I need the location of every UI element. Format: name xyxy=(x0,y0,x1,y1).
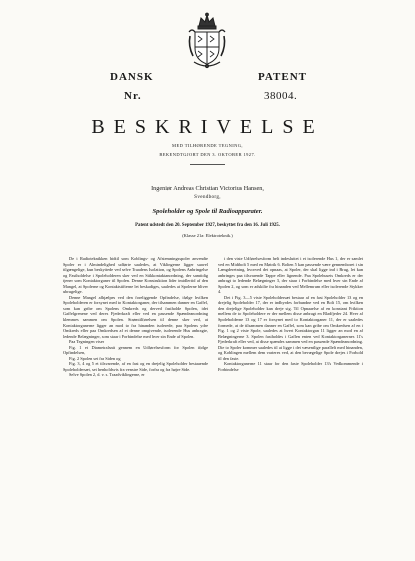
paragraph: Selve Spolen 2, d. v. s. Traadviklingerne, er xyxy=(69,372,145,378)
left-column xyxy=(63,256,208,378)
subtitle-published: BEKENDTGJORT DEN 3. OKTOBER 1927. xyxy=(159,152,256,157)
patent-subject: Spoleholder og Spole til Radioapparater. xyxy=(152,208,263,215)
paragraph: Kontaktorganerne 11 staar for den faste Spoleholder 13's Vedkommende i Forbindelse xyxy=(218,361,363,372)
inventor-name: Ingeniør Andreas Christian Victorius Hansen, xyxy=(151,185,264,192)
paragraph: Det i Fig. 3—5 viste Spoleholdersæt bestaar af en fast Spoleholder 13 og en drejelig Spoleholder 17, der er indbyrdes forbundne ved en Bolt 15, om hvilken den drejelige Spoleholder kan dreje sig. Til Opnaaelse af en konstant Friktion mellem de to Spoleholdere er der mellem disse anbragt en Bladfjeder 24. Hver af Spoleholderne 13 og 17 er forsynet med to Kontaktorganer 11, der er saaledes formede, at de tilsammen danner en Gaffel, som kan gribe om Omkredsen af en i Fig. 1 og 2 viste Spole, saaledes at hvert Kontaktorgan 11 ligger an mod en af Belægningerne 3. Spolen fastholdes i Gaflen enten ved Kontaktorganernes 11's Fjederkraft eller ved, at disse spændes sammen ved en passende Spændeanordning. Die to Spoler kommer saaledes til at ligge i det væsentlige parallelt med hinanden, og Koblingen mellem dem varieres ved, at den bevægelige Spole drejes i Forhold til den faste. xyxy=(218,294,363,361)
divider xyxy=(190,164,225,165)
header-nr: Nr. xyxy=(124,90,142,102)
paragraph: Fig. 2 Spolen set fra Siden og xyxy=(69,355,121,361)
patent-number: 38004. xyxy=(264,90,298,102)
patent-class: (Klasse 21a: Elektroteknik.) xyxy=(182,233,233,238)
paragraph: Fig. 3, 4 og 5 et tilsvarende, af en fast og en drejelig Spoleholder bestaaende Spoleholdersæt, set henholdsvis fra venstre Side, forfra og fra højre Side. xyxy=(63,361,208,372)
paragraph: Fig. 1 et Diametralsnit gennem en Udførelsesform for Spolen ifølge Opfindelsen, xyxy=(63,344,208,356)
header-patent: PATENT xyxy=(258,71,307,83)
paragraph: i den viste Udførelsesform helt indesluttet i et isolerende Hus 1, der er samlet ved en Midtbolt 5 med en Møtrik 6. Bolten 5 kan passende være gennemboret i sin Længderetning, hvorved det opnaas, at Spoler, der skal ligge ind i Brug, let kan anbringes paa tilsvarende Tappe eller lignende. Paa Spolehusets Omkreds er der anbragt to ledende Belægninger 3, der staar i Forbindelse med hver sin Ende af Spolen 2, og som er adskilte fra hinanden ved Mellemrum eller isolerende Stykker 4. xyxy=(218,256,363,295)
paragraph: De i Radioteknikken hidtil som Koblings- og Afstemningsspoler anvendte Spoler er i Almindelighed udførte saaledes, at Viklingerne ligger saavel tilgængelige, kun beskyttede ved selve Traadens Isolation, og Spolens Anbringelse og Fastholdelse i Spoleholderen sker ved en Stikkontaktanordning, der samtidig tjener som Kontaktorganer til Spolen. Denne Konstruktion lider imidlertid af den Mangel, at Spolerne og Kontaktstifterne let beskadiges, saaledes at Spolerne bliver ubrugelige. xyxy=(63,256,208,295)
inventor-place: Svendborg, xyxy=(194,194,221,200)
right-column xyxy=(218,256,363,372)
document-title: BESKRIVELSE xyxy=(91,116,324,138)
subtitle-drawing: MED TILHØRENDE TEGNING, xyxy=(172,143,243,148)
patent-dates: Patent udstedt den 20. September 1927, beskyttet fra den 16. Juli 1925. xyxy=(135,223,280,228)
paragraph: Denne Mangel afhjælpes ved den foreliggende Opfindelse, ifølge hvilken Spoleholderen er forsynet med to Kontaktorganer, der tilsammen danner en Gaffel, som kan gribe om Spolens Omkreds og derved fastholde Spolen, idet Gaffelgrenene ved deres Fjederkraft eller ved en passende Spændeanordning klemmes sammen om Spolen. Strømtilførelsen til denne sker ved, at Kontaktorganerne ligger an mod to fra hinanden isolerede, paa Spolens ydre Omkreds eller paa Omkredsen af et denne omgivende, isolerende Hus anbragte, ledende Belægninger, som staar i Forbindelse med hver sin Ende af Spolen. xyxy=(63,294,208,339)
paragraph: Paa Tegningen viser xyxy=(69,339,105,345)
royal-coat-of-arms-icon xyxy=(186,12,228,70)
header-dansk: DANSK xyxy=(110,71,154,83)
